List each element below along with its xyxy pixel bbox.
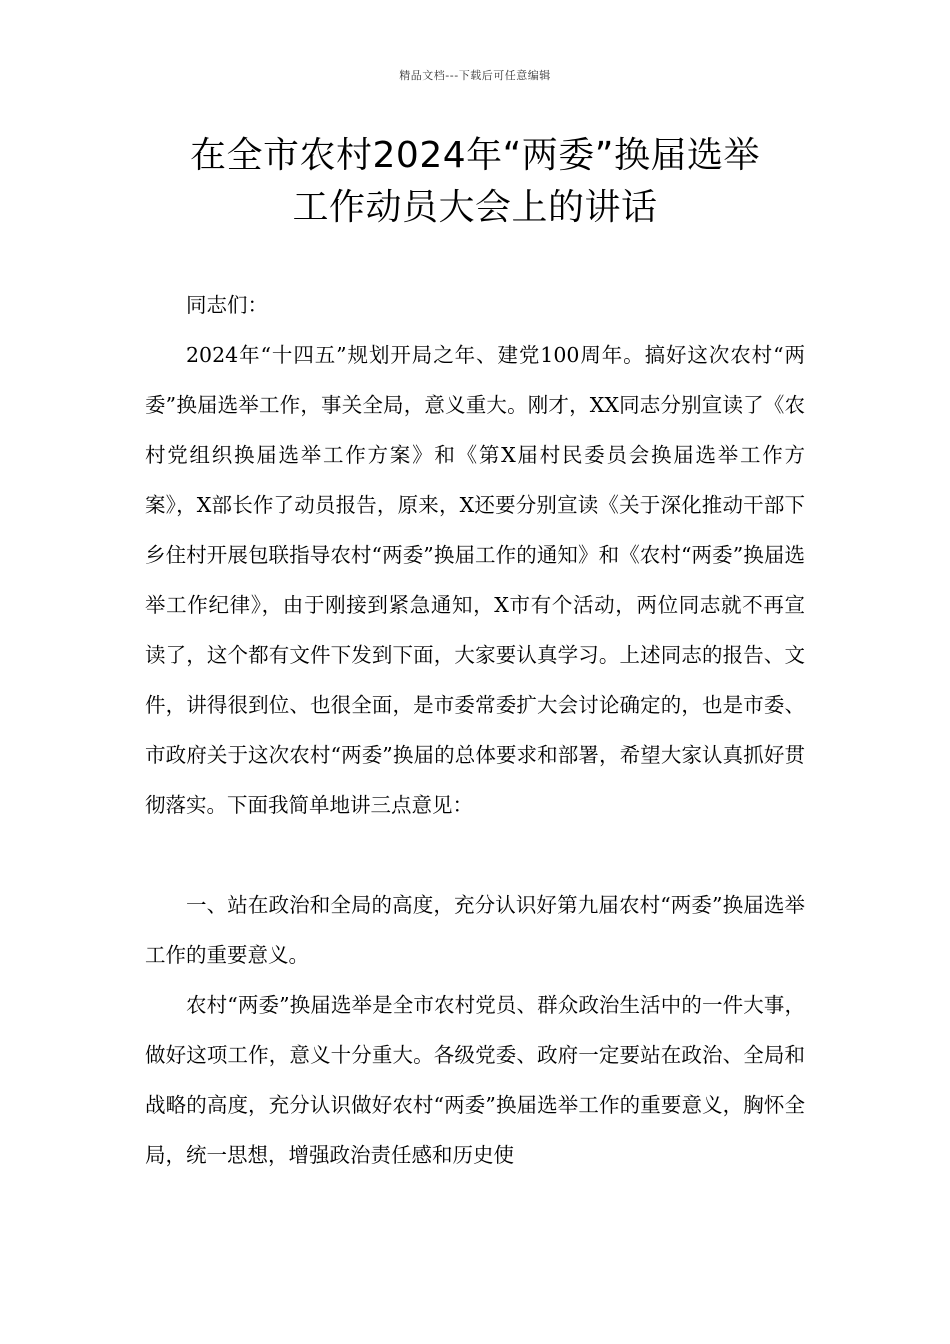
document-title bbox=[0, 130, 950, 234]
title-line-1: 在全市农村2024年“两委”换届选举 bbox=[190, 135, 760, 176]
header-note: 精品文档---下载后可任意编辑 bbox=[399, 69, 551, 82]
section-1-heading: 一、站在政治和全局的高度，充分认识好第九届农村“两委”换届选举工作的重要意义。 bbox=[145, 893, 805, 967]
paragraph-2: 农村“两委”换届选举是全市农村党员、群众政治生活中的一件大事，做好这项工作，意义十分重大。各级党委、政府一定要站在政治、全局和战略的高度，充分认识做好农村“两委”换届选举工作的重要意义，胸怀全局，统一思想，增强政治责任感和历史使 bbox=[145, 993, 805, 1167]
title-line-2: 工作动员大会上的讲话 bbox=[292, 187, 658, 228]
paragraph-1: 2024年“十四五”规划开局之年、建党100周年。搞好这次农村“两委”换届选举工作，事关全局，意义重大。刚才，XX同志分别宣读了《农村党组织换届选举工作方案》和《第X届村民委员会换届选举工作方案》，X部长作了动员报告，原来，X还要分别宣读《关于深化推动干部下乡住村开展包联指导农村“两委”换届工作的通知》和《农村“两委”换届选举工作纪律》，由于刚接到紧急通知，X市有个活动，两位同志就不再宣读了，这个都有文件下发到下面，大家要认真学习。上述同志的报告、文件，讲得很到位、也很全面，是市委常委扩大会讨论确定的，也是市委、市政府关于这次农村“两委”换届的总体要求和部署，希望大家认真抓好贯彻落实。下面我简单地讲三点意见： bbox=[145, 343, 805, 817]
document-body bbox=[145, 280, 805, 1180]
paragraph-spacer bbox=[145, 830, 805, 880]
salutation: 同志们： bbox=[186, 293, 268, 317]
